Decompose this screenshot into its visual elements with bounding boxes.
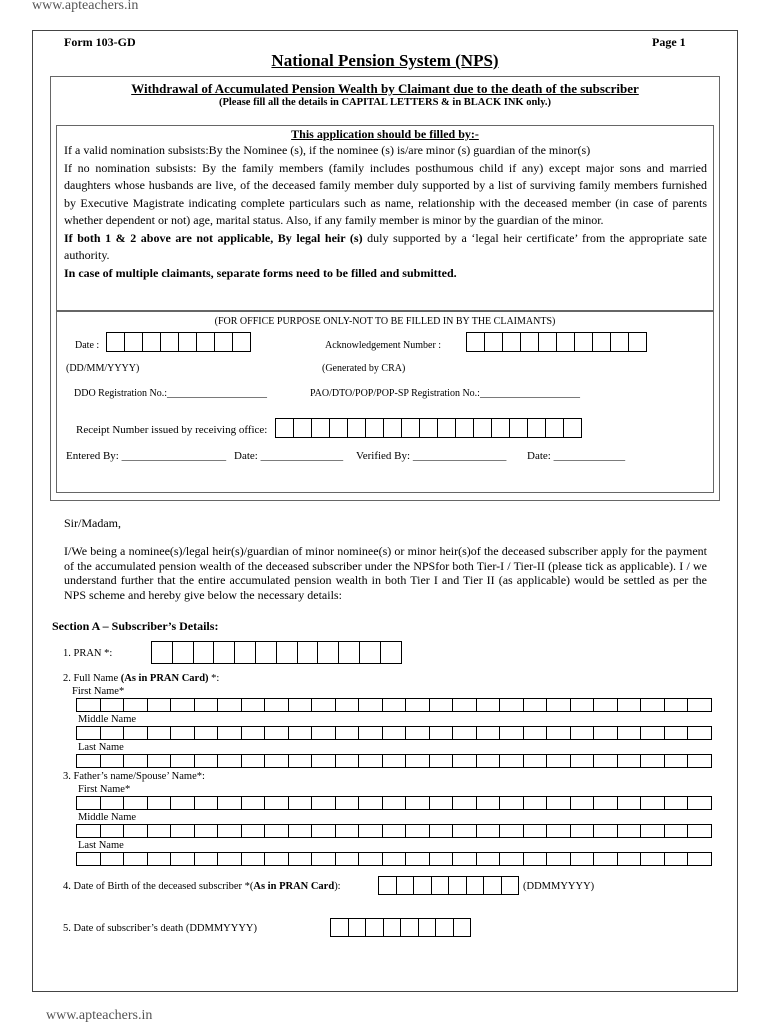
char-box[interactable] [124,698,148,712]
char-box[interactable] [453,726,477,740]
char-box[interactable] [215,332,233,352]
char-box[interactable] [406,754,430,768]
char-box[interactable] [564,418,582,438]
char-box[interactable] [265,754,289,768]
char-box[interactable] [401,918,419,937]
char-box[interactable] [477,726,501,740]
char-box[interactable] [571,754,595,768]
char-box[interactable] [336,796,360,810]
char-box[interactable] [477,852,501,866]
char-box[interactable] [419,918,437,937]
char-box[interactable] [618,852,642,866]
char-box[interactable] [665,698,689,712]
dob-bold: As in PRAN Card [253,881,335,892]
char-box[interactable] [289,824,313,838]
char-box[interactable] [383,852,407,866]
dob-end: ): [334,881,341,892]
last-name-boxes[interactable] [76,754,712,768]
salutation: Sir/Madam, [64,516,121,530]
char-box[interactable] [665,796,689,810]
first-name-label: First Name* [72,686,125,697]
father-last-boxes[interactable] [76,852,712,866]
char-box[interactable] [265,824,289,838]
char-box[interactable] [618,824,642,838]
char-box[interactable] [359,852,383,866]
char-box[interactable] [383,796,407,810]
office-date-label: Date : [75,340,100,351]
char-box[interactable] [665,726,689,740]
form-code: Form 103-GD [64,35,136,49]
char-box[interactable] [379,876,397,895]
char-box[interactable] [171,698,195,712]
char-box[interactable] [336,852,360,866]
char-box[interactable] [101,796,125,810]
char-box[interactable] [383,754,407,768]
char-box[interactable] [547,824,571,838]
char-box[interactable] [492,418,510,438]
char-box[interactable] [77,698,101,712]
char-box[interactable] [594,796,618,810]
char-box[interactable] [148,824,172,838]
char-box[interactable] [77,754,101,768]
char-box[interactable] [594,852,618,866]
char-box[interactable] [366,918,384,937]
office-date-boxes[interactable] [106,332,251,352]
char-box[interactable] [148,852,172,866]
char-box[interactable] [571,796,595,810]
char-box[interactable] [688,852,712,866]
char-box[interactable] [571,824,595,838]
death-date-boxes[interactable] [330,918,471,937]
char-box[interactable] [547,726,571,740]
char-box[interactable] [618,698,642,712]
char-box[interactable] [665,754,689,768]
char-box[interactable] [359,824,383,838]
char-box[interactable] [641,796,665,810]
char-box[interactable] [432,876,450,895]
char-box[interactable] [242,698,266,712]
char-box[interactable] [528,418,546,438]
char-box[interactable] [77,824,101,838]
ddo-registration[interactable]: DDO Registration No.:____________________ [74,388,268,399]
char-box[interactable] [524,726,548,740]
char-box[interactable] [665,824,689,838]
char-box[interactable] [195,754,219,768]
dob-format: (DDMMYYYY) [523,881,595,892]
date-format: (DD/MM/YYYY) [66,363,140,374]
char-box[interactable] [406,698,430,712]
char-box[interactable] [77,852,101,866]
char-box[interactable] [218,852,242,866]
char-box[interactable] [312,852,336,866]
char-box[interactable] [77,796,101,810]
first-name-boxes[interactable] [76,698,712,712]
pran-label: 1. PRAN *: [63,648,113,659]
char-box[interactable] [101,698,125,712]
char-box[interactable] [197,332,215,352]
char-box[interactable] [571,852,595,866]
char-box[interactable] [242,726,266,740]
dob-text: 4. Date of Birth of the deceased subscriber *( [63,881,254,892]
char-box[interactable] [214,641,235,664]
char-box[interactable] [430,796,454,810]
char-box[interactable] [688,796,712,810]
char-box[interactable] [359,726,383,740]
char-box[interactable] [641,698,665,712]
char-box[interactable] [500,698,524,712]
char-box[interactable] [641,824,665,838]
watermark-top: www.apteachers.in [32,0,139,13]
char-box[interactable] [406,726,430,740]
char-box[interactable] [152,641,173,664]
char-box[interactable] [521,332,539,352]
char-box[interactable] [336,698,360,712]
char-box[interactable] [383,698,407,712]
char-box[interactable] [143,332,161,352]
generated-by: (Generated by CRA) [322,363,406,374]
char-box[interactable] [148,726,172,740]
char-box[interactable] [430,754,454,768]
char-box[interactable] [242,796,266,810]
char-box[interactable] [124,824,148,838]
char-box[interactable] [359,698,383,712]
char-box[interactable] [547,852,571,866]
char-box[interactable] [500,852,524,866]
char-box[interactable] [524,852,548,866]
char-box[interactable] [402,418,420,438]
receipt-number-boxes[interactable] [275,418,582,438]
char-box[interactable] [539,332,557,352]
char-box[interactable] [618,796,642,810]
char-box[interactable] [101,852,125,866]
char-box[interactable] [453,698,477,712]
char-box[interactable] [594,698,618,712]
char-box[interactable] [195,726,219,740]
char-box[interactable] [312,824,336,838]
char-box[interactable] [289,698,313,712]
receipt-label: Receipt Number issued by receiving office: [76,424,268,436]
char-box[interactable] [233,332,251,352]
char-box[interactable] [312,726,336,740]
char-box[interactable] [101,754,125,768]
char-box[interactable] [289,754,313,768]
char-box[interactable] [101,726,125,740]
middle-name-boxes[interactable] [76,726,712,740]
char-box[interactable] [195,852,219,866]
char-box[interactable] [641,852,665,866]
char-box[interactable] [641,726,665,740]
char-box[interactable] [594,726,618,740]
char-box[interactable] [502,876,520,895]
char-box[interactable] [571,698,595,712]
char-box[interactable] [171,726,195,740]
char-box[interactable] [436,918,454,937]
char-box[interactable] [485,332,503,352]
char-box[interactable] [477,754,501,768]
char-box[interactable] [524,824,548,838]
filled-by-text [64,142,707,282]
char-box[interactable] [500,726,524,740]
char-box[interactable] [397,876,415,895]
char-box[interactable] [594,824,618,838]
char-box[interactable] [242,754,266,768]
char-box[interactable] [218,726,242,740]
char-box[interactable] [474,418,492,438]
char-box[interactable] [594,754,618,768]
char-box[interactable] [218,754,242,768]
char-box[interactable] [312,698,336,712]
char-box[interactable] [467,876,485,895]
char-box[interactable] [218,824,242,838]
char-box[interactable] [571,726,595,740]
char-box[interactable] [218,698,242,712]
char-box[interactable] [256,641,277,664]
char-box[interactable] [453,754,477,768]
char-box[interactable] [171,824,195,838]
char-box[interactable] [107,332,125,352]
form-subtitle: Withdrawal of Accumulated Pension Wealth by Claimant due to the death of the subscriber [131,81,639,96]
char-box[interactable] [406,852,430,866]
char-box[interactable] [336,726,360,740]
char-box[interactable] [430,698,454,712]
char-box[interactable] [406,824,430,838]
char-box[interactable] [688,726,712,740]
char-box[interactable] [366,418,384,438]
char-box[interactable] [430,824,454,838]
char-box[interactable] [688,754,712,768]
full-name-text: 2. Full Name [63,673,121,684]
page-label: Page 1 [652,35,686,49]
char-box[interactable] [148,754,172,768]
char-box[interactable] [688,698,712,712]
char-box[interactable] [101,824,125,838]
char-box[interactable] [665,852,689,866]
char-box[interactable] [420,418,438,438]
section-a-heading: Section A – Subscriber’s Details: [52,619,219,633]
char-box[interactable] [453,796,477,810]
father-last-label: Last Name [78,840,124,851]
char-box[interactable] [384,918,402,937]
filled-by-heading: This application should be filled by:- [291,127,479,141]
body-paragraph: I/We being a nominee(s)/legal heir(s)/guardian of minor nominee(s) or minor heir(s)of the deceased subscriber apply for the payment of the accumulated pension wealth of the deceased subscriber under the NPSfor both Tier-I / Tier-II (please tick as applicable). I / we understand further that the entire accumulated pension wealth in both Tier I and Tier II (as applicable) would be settled as per the NPS scheme and hereby give below the necessary details: [64,544,707,602]
char-box[interactable] [318,641,339,664]
char-box[interactable] [477,698,501,712]
char-box[interactable] [524,698,548,712]
char-box[interactable] [414,876,432,895]
char-box[interactable] [381,641,402,664]
char-box[interactable] [430,852,454,866]
pao-registration[interactable]: PAO/DTO/POP/POP-SP Registration No.:____________________ [310,388,580,399]
char-box[interactable] [688,824,712,838]
char-box[interactable] [277,641,298,664]
instruction: (Please fill all the details in CAPITAL LETTERS & in BLACK INK only.) [218,97,552,108]
char-box[interactable] [265,698,289,712]
death-date-label: 5. Date of subscriber’s death (DDMMYYYY) [63,923,258,934]
char-box[interactable] [312,418,330,438]
char-box[interactable] [124,852,148,866]
char-box[interactable] [242,852,266,866]
father-middle-boxes[interactable] [76,824,712,838]
char-box[interactable] [453,824,477,838]
full-name-label [63,673,219,684]
char-box[interactable] [124,796,148,810]
char-box[interactable] [312,754,336,768]
char-box[interactable] [503,332,521,352]
char-box[interactable] [235,641,256,664]
char-box[interactable] [289,796,313,810]
char-box[interactable] [339,641,360,664]
char-box[interactable] [289,726,313,740]
page-title: National Pension System (NPS) [271,51,499,70]
filled-by-p3-bold: If both 1 & 2 above are not applicable, By legal heir (s) [64,230,363,245]
char-box[interactable] [265,726,289,740]
char-box[interactable] [161,332,179,352]
char-box[interactable] [359,754,383,768]
char-box[interactable] [218,796,242,810]
entered-by[interactable]: Entered By: ___________________ [66,450,227,462]
char-box[interactable] [195,824,219,838]
char-box[interactable] [195,796,219,810]
char-box[interactable] [575,332,593,352]
filled-by-p4: In case of multiple claimants, separate forms need to be filled and submitted. [64,265,457,280]
char-box[interactable] [500,824,524,838]
char-box[interactable] [349,918,367,937]
ack-label: Acknowledgement Number : [325,340,442,351]
char-box[interactable] [384,418,402,438]
char-box[interactable] [359,796,383,810]
char-box[interactable] [629,332,647,352]
entered-date[interactable]: Date: _______________ [234,450,344,462]
filled-by-p3-rest: duly supported by a ‘legal heir certificate’ from the appropriate sate authority. [64,230,708,262]
filled-by-p2: If no nomination subsists: By the family members (family includes posthumous child if any) except major sons and married daughters whose husbands are live, of the deceased family member duly supported by a list of surviving family members furnished by Executive Magistrate indicating complete particulars such as name, relationship with the deceased member (in case of parents whether dependent or not) age, marital status. Also, if any family member is minor by the guardian of the minor. [64,160,707,227]
char-box[interactable] [195,698,219,712]
char-box[interactable] [618,754,642,768]
char-box[interactable] [330,418,348,438]
char-box[interactable] [557,332,575,352]
char-box[interactable] [593,332,611,352]
char-box[interactable] [171,754,195,768]
char-box[interactable] [77,726,101,740]
char-box[interactable] [453,852,477,866]
char-box[interactable] [547,698,571,712]
char-box[interactable] [611,332,629,352]
char-box[interactable] [276,418,294,438]
char-box[interactable] [336,754,360,768]
char-box[interactable] [148,698,172,712]
father-middle-label: Middle Name [78,812,137,823]
full-name-end: *: [208,673,220,684]
char-box[interactable] [449,876,467,895]
char-box[interactable] [510,418,528,438]
filled-by-p1: If a valid nomination subsists:By the Nominee (s), if the nominee (s) is/are minor (s) guardian of the minor(s) [64,143,591,157]
char-box[interactable] [171,796,195,810]
full-name-bold: (As in PRAN Card) [120,673,209,684]
char-box[interactable] [406,796,430,810]
last-name-label: Last Name [78,742,124,753]
verified-date[interactable]: Date: _____________ [527,450,626,462]
char-box[interactable] [500,754,524,768]
dob-label [63,881,341,892]
office-heading: (FOR OFFICE PURPOSE ONLY-NOT TO BE FILLED IN BY THE CLAIMANTS) [214,316,556,327]
father-first-label: First Name* [78,784,131,795]
char-box[interactable] [179,332,197,352]
father-name-label: 3. Father’s name/Spouse’ Name*: [63,771,205,782]
father-first-boxes[interactable] [76,796,712,810]
char-box[interactable] [430,726,454,740]
char-box[interactable] [524,754,548,768]
verified-by[interactable]: Verified By: _________________ [356,450,507,462]
char-box[interactable] [454,918,472,937]
char-box[interactable] [125,332,143,352]
char-box[interactable] [618,726,642,740]
dob-boxes[interactable] [378,876,519,895]
char-box[interactable] [477,824,501,838]
char-box[interactable] [484,876,502,895]
char-box[interactable] [124,726,148,740]
char-box[interactable] [547,754,571,768]
char-box[interactable] [173,641,194,664]
char-box[interactable] [546,418,564,438]
char-box[interactable] [547,796,571,810]
char-box[interactable] [456,418,474,438]
char-box[interactable] [194,641,215,664]
filled-by-p3 [64,230,707,265]
char-box[interactable] [298,641,319,664]
char-box[interactable] [171,852,195,866]
char-box[interactable] [348,418,366,438]
char-box[interactable] [265,796,289,810]
char-box[interactable] [148,796,172,810]
char-box[interactable] [336,824,360,838]
char-box[interactable] [438,418,456,438]
char-box[interactable] [524,796,548,810]
char-box[interactable] [500,796,524,810]
char-box[interactable] [312,796,336,810]
char-box[interactable] [641,754,665,768]
char-box[interactable] [265,852,289,866]
char-box[interactable] [477,796,501,810]
char-box[interactable] [124,754,148,768]
char-box[interactable] [331,918,349,937]
char-box[interactable] [294,418,312,438]
char-box[interactable] [467,332,485,352]
char-box[interactable] [360,641,381,664]
ack-number-boxes[interactable] [466,332,647,352]
middle-name-label: Middle Name [78,714,137,725]
char-box[interactable] [383,824,407,838]
watermark-bottom: www.apteachers.in [46,1008,153,1023]
pran-boxes[interactable] [151,641,402,664]
char-box[interactable] [383,726,407,740]
char-box[interactable] [289,852,313,866]
char-box[interactable] [242,824,266,838]
